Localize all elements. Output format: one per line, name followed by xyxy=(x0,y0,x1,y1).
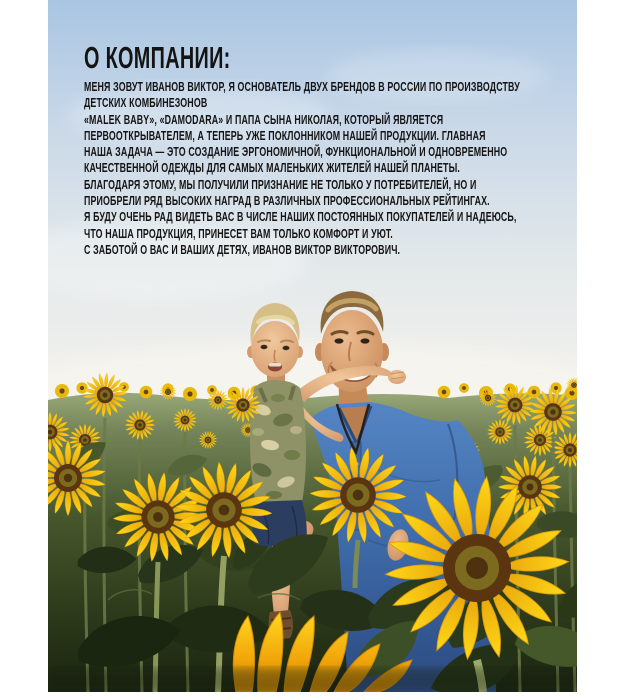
about-body-text: МЕНЯ ЗОВУТ ИВАНОВ ВИКТОР, Я ОСНОВАТЕЛЬ ДВУХ БРЕНДОВ В РОССИИ ПО ПРОИЗВОДСТВУ ДЕТСКИХ КОМБИНЕЗОНОВ «MALEK BABY», «DAMODARA» И ПАПА СЫНА НИКОЛАЯ, КОТОРЫЙ ЯВЛЯЕТСЯ ПЕРВООТКРЫВАТЕЛЕМ, А ТЕПЕРЬ УЖЕ ПОКЛОННИКОМ НАШЕЙ ПРОДУКЦИИ. ГЛАВНАЯ НАША ЗАДАЧА — ЭТО СОЗДАНИЕ ЭРГОНОМИЧНОЙ, ФУНКЦИОНАЛЬНОЙ И ОДНОВРЕМЕННО КАЧЕСТВЕННОЙ ОДЕЖДЫ ДЛЯ САМЫХ МАЛЕНЬКИХ ЖИТЕЛЕЙ НАШЕЙ ПЛАНЕТЫ. БЛАГОДАРЯ ЭТОМУ, МЫ ПОЛУЧИЛИ ПРИЗНАНИЕ НЕ ТОЛЬКО У ПОТРЕБИТЕЛЕЙ, НО И ПРИОБРЕЛИ РЯД ВЫСОКИХ НАГРАД В РАЗЛИЧНЫХ ПРОФЕССИОНАЛЬНЫХ РЕЙТИНГАХ. Я БУДУ ОЧЕНЬ РАД ВИДЕТЬ ВАС В ЧИСЛЕ НАШИХ ПОСТОЯННЫХ ПОКУПАТЕЛЕЙ И НАДЕЮСЬ, ЧТО НАША ПРОДУКЦИЯ, ПРИНЕСЕТ ВАМ ТОЛЬКО КОМФОРТ И УЮТ. С ЗАБОТОЙ О ВАС И ВАШИХ ДЕТЯХ, ИВАНОВ ВИКТОР ВИКТОРОВИЧ. xyxy=(84,79,520,257)
man-eye xyxy=(361,338,370,343)
page-title: О КОМПАНИИ: xyxy=(84,39,231,75)
sky xyxy=(48,0,577,428)
bottom-shadow xyxy=(48,668,577,692)
company-photo xyxy=(48,0,577,692)
man-eye xyxy=(335,338,344,343)
child-eye xyxy=(283,346,290,350)
child-eye xyxy=(261,345,268,349)
